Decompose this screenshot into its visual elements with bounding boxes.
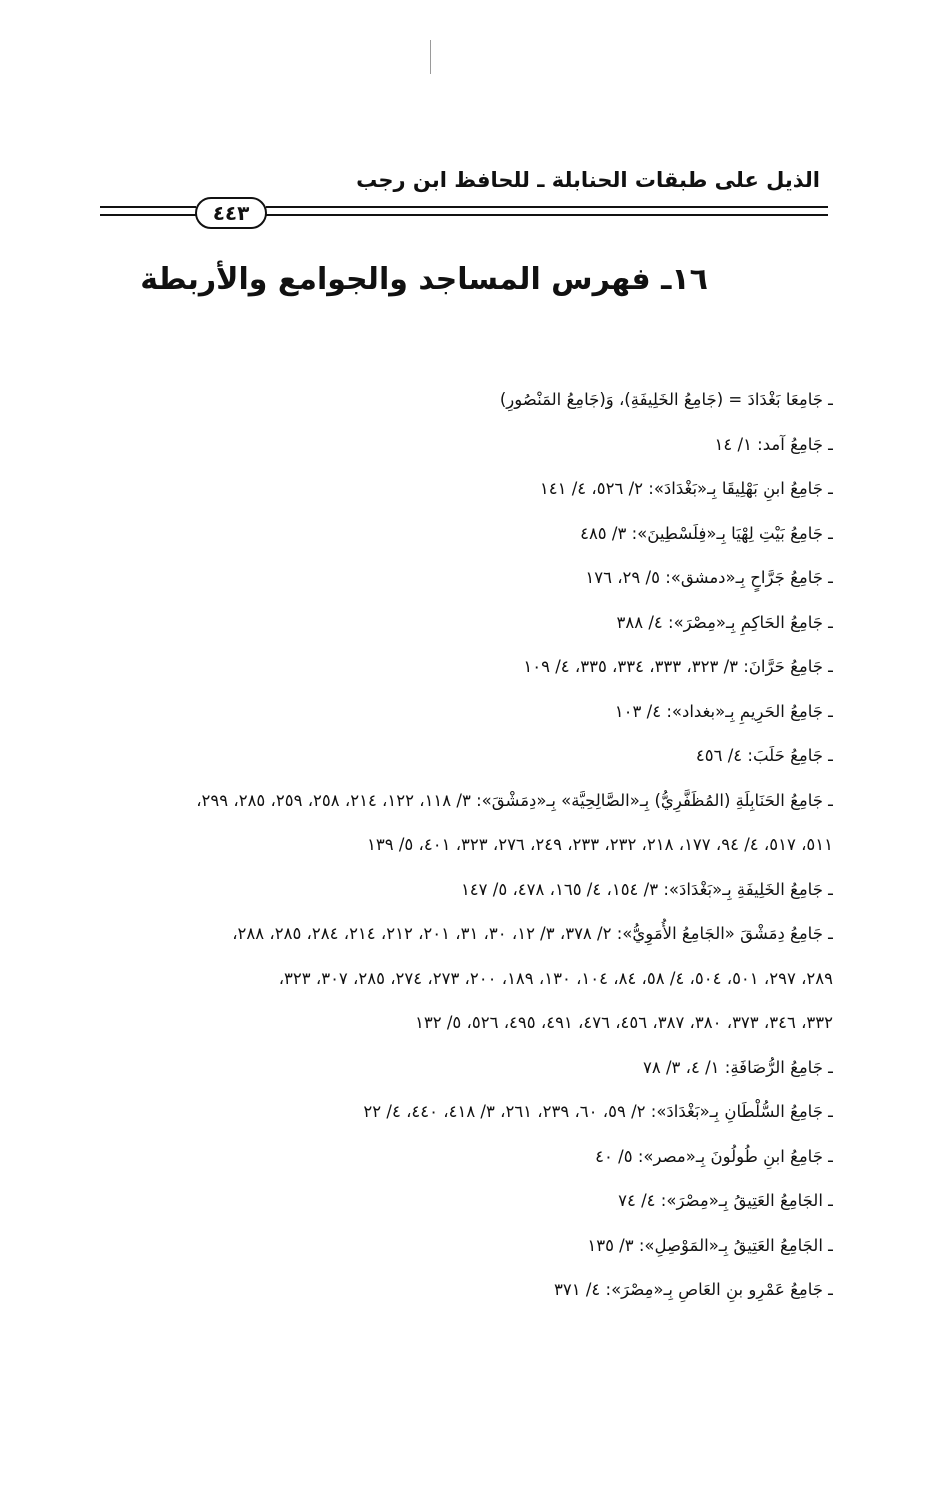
header-rule-left-bottom bbox=[100, 214, 196, 216]
header-rule-left-top bbox=[100, 206, 196, 208]
running-head: الذيل على طبقات الحنابلة ـ للحافظ ابن رجب bbox=[356, 168, 820, 192]
index-line: ـ جَامِعُ الحَرِيمِ بِـ«بغداد»: ٤/ ١٠٣ bbox=[614, 701, 833, 721]
index-line: ـ جَامِعُ بَيْتِ لِهْيَا بِـ«فِلَسْطِينَ»: ٣/ ٤٨٥ bbox=[580, 523, 833, 543]
index-line: ـ جَامِعُ جَرَّاحٍ بِـ«دمشق»: ٥/ ٢٩، ١٧٦ bbox=[585, 568, 833, 587]
index-line: ٣٣٢، ٣٤٦، ٣٧٣، ٣٨٠، ٣٨٧، ٤٥٦، ٤٧٦، ٤٩١، ٤٩٥، ٥٢٦، ٥/ ١٣٢ bbox=[415, 1013, 833, 1032]
index-line: ـ جَامِعُ دِمَشْقَ «الجَامِعُ الأُمَوِيُّ»: ٢/ ٣٧٨، ٣/ ١٢، ٣٠، ٣١، ٢٠١، ٢١٢، ٢١٤، ٢٨٤، ٢٨٥، ٢٨٨، bbox=[232, 924, 833, 943]
index-line: ـ جَامِعُ ابنِ طُولُونَ بِـ«مصر»: ٥/ ٤٠ bbox=[595, 1146, 833, 1166]
index-line: ـ جَامِعُ ابنِ بَهْلِيقَا بِـ«بَغْدَادَ»: ٢/ ٥٢٦، ٤/ ١٤١ bbox=[539, 479, 833, 498]
index-line: ـ جَامِعُ عَمْرِو بنِ العَاصِ بِـ«مِصْرَ»: ٤/ ٣٧١ bbox=[553, 1280, 833, 1299]
index-line: ـ الجَامِعُ العَتِيقُ بِـ«مِصْرَ»: ٤/ ٧٤ bbox=[618, 1191, 833, 1210]
index-line: ـ جَامِعُ حَلَبَ: ٤/ ٤٥٦ bbox=[695, 746, 833, 765]
index-heading: ١٦ـ فهرس المساجد والجوامع والأربطة bbox=[140, 262, 708, 297]
index-entries bbox=[93, 378, 833, 1313]
index-line: ـ الجَامِعُ العَتِيقُ بِـ«المَوْصِلِ»: ٣/ ١٣٥ bbox=[587, 1235, 833, 1255]
index-line: ـ جَامِعُ الرُّصَافَةِ: ١/ ٤، ٣/ ٧٨ bbox=[642, 1057, 833, 1077]
page-number-badge: ٤٤٣ bbox=[195, 197, 267, 229]
index-line: ـ جَامِعُ حَرَّانَ: ٣/ ٣٢٣، ٣٣٣، ٣٣٤، ٣٣٥، ٤/ ١٠٩ bbox=[523, 657, 833, 676]
index-line: ـ جَامِعُ الحَنَابِلَةِ (المُظَفَّرِيُّ) بِـ«الصَّالِحِيَّة» بِـ«دِمَشْقَ»: ٣/ ١١٨، ١٢٢، ٢١٤، ٢٥٨، ٢٥٩، ٢٨٥، ٢٩٩، bbox=[196, 790, 833, 810]
index-line: ـ جَامِعَا بَغْدَادَ = (جَامِعُ الخَلِيفَةِ)، وَ(جَامِعُ المَنْصُورِ) bbox=[499, 390, 833, 409]
index-line: ـ جَامِعُ الحَاكِمِ بِـ«مِصْرَ»: ٤/ ٣٨٨ bbox=[616, 612, 833, 632]
index-line: ـ جَامِعُ السُّلْطَانِ بِـ«بَغْدَادَ»: ٢/ ٥٩، ٦٠، ٢٣٩، ٢٦١، ٣/ ٤١٨، ٤٤٠، ٤/ ٢٢ bbox=[363, 1102, 833, 1121]
header-rule-right-top bbox=[266, 206, 828, 208]
index-line: ـ جَامِعُ آمد: ١/ ١٤ bbox=[714, 434, 833, 454]
index-line: ٢٨٩، ٢٩٧، ٥٠١، ٥٠٤، ٤/ ٥٨، ٨٤، ١٠٤، ١٣٠، ١٨٩، ٢٠٠، ٢٧٣، ٢٧٤، ٢٨٥، ٣٠٧، ٣٢٣، bbox=[278, 968, 833, 988]
gutter-mark bbox=[430, 40, 431, 74]
header-rule-right-bottom bbox=[266, 214, 828, 216]
index-line: ٥١١، ٥١٧، ٤/ ٩٤، ١٧٧، ٢١٨، ٢٣٢، ٢٣٣، ٢٤٩، ٢٧٦، ٣٢٣، ٤٠١، ٥/ ١٣٩ bbox=[367, 835, 833, 854]
index-line: ـ جَامِعُ الخَلِيفَةِ بِـ«بَغْدَادَ»: ٣/ ١٥٤، ٤/ ١٦٥، ٤٧٨، ٥/ ١٤٧ bbox=[460, 879, 833, 899]
